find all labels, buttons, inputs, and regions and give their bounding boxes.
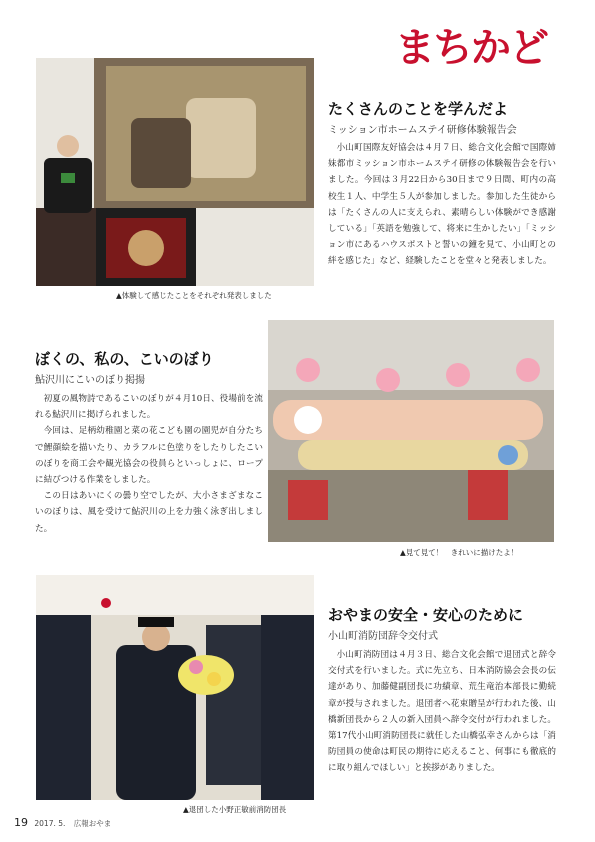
photo-caption-1: ▲体験して感じたことをそれぞれ発表しました [116, 291, 272, 300]
article2-title: ぼくの、私の、こいのぼり [35, 350, 214, 368]
article1-paragraph: 小山町国際友好協会は４月７日、総合文化会館で国際姉妹都市ミッション市ホームステイ研修の体験報告会を行いました。今回は３月22日から30日まで９日間、町内の高校生１人、中学生５人が参加しました。参加した生徒からは「たくさんの人に支えられ、素晴らしい体験ができ感謝している」「英語を勉強して、将来に生かしたい」「ミッション市にあるハウスポストと誓いの鐘を見て、小山町との絆を感じた」など、経験したことを堂々と発表しました。 [328, 143, 556, 267]
article3-paragraph: 小山町消防団は４月３日、総合文化会館で退団式と辞令交付式を行いました。式に先立ち、日本消防協会会長の伝達があり、加藤健副団長に功績章、荒生竜治本部長に勤続章が授与されました。退団者へ花束贈呈が行われた後、山橋新団長から２人の新入団員へ辞令交付が行われました。第17代小山町消防団長に就任した山橋弘幸さんからは「消防団員の使命は町民の期待に応えること、何事にも徹底的に取り組んでほしい」と挨拶がありました。 [328, 650, 556, 774]
article1-body [328, 140, 556, 270]
page-number: 19 [14, 816, 28, 829]
article2-paragraph: 今回は、足柄幼稚園と菜の花こども園の園児が自分たちで鯉顔絵を描いたり、カラフルに色塗りをしたりしたこいのぼりを商工会や観光協会の役員らといっしょに、ロープに結びつける作業をしました。 [35, 426, 263, 486]
koinobori-illustration [268, 320, 554, 542]
article1-subtitle: ミッション市ホームステイ研修体験報告会 [328, 125, 517, 136]
article3-subtitle: 小山町消防団辞令交付式 [328, 631, 438, 642]
article1-title: たくさんのことを学んだよ [328, 100, 509, 118]
photo-koinobori [268, 320, 554, 542]
article3-body [328, 647, 556, 777]
photo-presentation [36, 58, 314, 286]
section-logo: まちかど [395, 25, 547, 71]
photo-caption-3: ▲退団した小野正敏前消防団長 [183, 805, 287, 814]
page-footer [14, 816, 111, 829]
article2-subtitle: 鮎沢川にこいのぼり掲揚 [35, 375, 145, 386]
fire-brigade-illustration [36, 575, 314, 800]
article2-paragraph: 初夏の風物詩であるこいのぼりが４月10日、役場前を流れる鮎沢川に掲げられました。 [35, 394, 263, 421]
article3-title: おやまの安全・安心のために [328, 606, 524, 624]
publication-name: 広報おやま [73, 819, 112, 828]
issue-date: 2017. 5. [34, 819, 66, 828]
article2-paragraph: この日はあいにくの曇り空でしたが、大小さまざまなこいのぼりは、風を受けて鮎沢川の上を力強く泳ぎ出しました。 [35, 491, 263, 534]
article2-body [35, 391, 263, 537]
presentation-illustration [36, 58, 314, 286]
photo-caption-2: ▲見て見て！ きれいに描けたよ！ [400, 548, 519, 557]
photo-fire-brigade [36, 575, 314, 800]
